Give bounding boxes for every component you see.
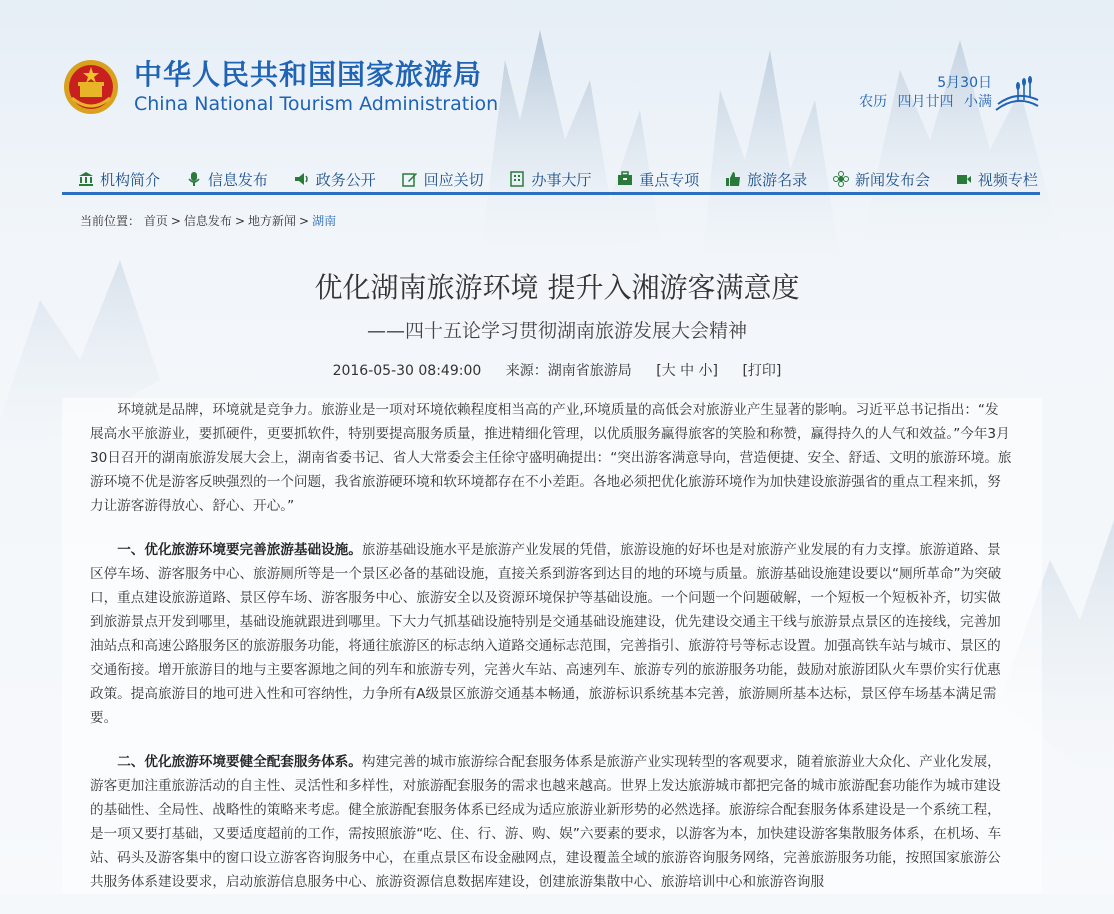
nav-item-response[interactable]	[402, 166, 484, 192]
thumbs-up-icon	[725, 171, 741, 187]
breadcrumb-info[interactable]: 信息发布	[183, 214, 232, 228]
nav-item-info[interactable]	[186, 166, 268, 192]
solar-term: 小满	[964, 94, 992, 110]
bank-icon	[78, 171, 94, 187]
edit-icon	[402, 171, 418, 187]
nav-label: 机构简介	[100, 170, 161, 189]
nav-label: 旅游名录	[747, 170, 808, 189]
lunar-date: 四月廿四	[897, 94, 954, 110]
article-subtitle: ——四十五论学习贯彻湖南旅游发展大会精神	[366, 320, 747, 342]
site-logo[interactable]	[62, 58, 498, 116]
article-datetime: 2016-05-30 08:49:00	[332, 363, 482, 379]
nav-label: 政务公开	[315, 170, 376, 189]
breadcrumb	[80, 212, 336, 229]
nav-label: 新闻发布会	[855, 170, 931, 189]
video-icon	[956, 171, 972, 187]
nav-item-press-conference[interactable]	[833, 166, 930, 192]
nav-item-directory[interactable]	[725, 166, 807, 192]
article-title: 优化湖南旅游环境 提升入湘游客满意度	[314, 271, 800, 304]
lunar-label: 农历	[859, 94, 888, 110]
nav-item-key-projects[interactable]	[617, 166, 699, 192]
paragraph: 环境就是品牌，环境就是竞争力。旅游业是一项对环境依赖程度相当高的产业,环境质量的高低会对旅游业产生显著的影响。习近平总书记指出：“发展高水平旅游业，要抓硬件，更要抓软件，特别要提高服务质量，推进精细化管理，以优质服务赢得旅客的笑脸和称赞，赢得持久的人气和效益。”今年3月30日召开的湖南旅游发展大会上，湖南省委书记、省人大常委会主任徐守盛明确提出：“突出游客满意导向，营造便捷、安全、舒适、文明的旅游环境。旅游环境不优是游客反映强烈的一个问题，我省旅游硬环境和软环境都存在不小差距。各地必须把优化旅游环境作为加快建设旅游强省的重点工程来抓，努力让游客游得放心、舒心、开心。”	[90, 402, 1012, 514]
print-button[interactable]: [打印]	[742, 363, 782, 379]
nav-divider	[62, 192, 1040, 195]
gregorian-date: 5月30日	[937, 75, 992, 91]
speaker-icon	[294, 171, 310, 187]
breadcrumb-separator: >	[234, 214, 245, 228]
paragraph-text: 旅游基础设施水平是旅游产业发展的凭借，旅游设施的好坏也是对旅游产业发展的有力支撑。旅游道路、景区停车场、游客服务中心、旅游厕所等是一个景区必备的基础设施，直接关系到游客到达目的地的环境与质量。旅游基础设施建设要以“厕所革命”为突破口，重点建设旅游道路、景区停车场、游客服务中心、旅游安全以及资源环境保护等基础设施。一个问题一个问题破解，一个短板一个短板补齐，切实做到旅游景点开发到哪里，基础设施就跟进到哪里。下大力气抓基础设施特别是交通基础设施建设，优先建设交通主干线与旅游景点景区的连接线，完善加油站点和高速公路服务区的旅游服务功能，将通往旅游区的标志纳入道路交通标志范围，完善指引、旅游符号等标志设置。加强高铁车站与城市、景区的交通衔接。增开旅游目的地与主要客源地之间的列车和旅游专列，完善火车站、高速列车、旅游专列的旅游服务功能，鼓励对旅游团队火车票价实行优惠政策。提高旅游目的地可进入性和可容纳性，力争所有A级景区旅游交通基本畅通，旅游标识系统基本完善，旅游厕所基本达标，景区停车场基本满足需要。	[90, 542, 1002, 726]
nav-label: 办事大厅	[531, 170, 592, 189]
article-meta	[0, 360, 1114, 380]
paragraph-text: 构建完善的城市旅游综合配套服务体系是旅游产业实现转型的客观要求，随着旅游业大众化、产业化发展，游客更加注重旅游活动的自主性、灵活性和多样性，对旅游配套服务的需求也越来越高。世界上发达旅游城市都把完备的城市旅游配套功能作为城市建设的基础性、全局性、战略性的策略来考虑。健全旅游配套服务体系已经成为适应旅游业新形势的必然选择。旅游综合配套服务体系建设是一个系统工程，是一项又要打基础，又要适度超前的工作，需按照旅游“吃、住、行、游、购、娱”六要素的要求，以游客为本，加快建设游客集散服务体系，在机场、车站、码头及游客集中的窗口设立游客咨询服务中心，在重点景区布设金融网点，建设覆盖全域的旅游咨询服务网络，完善旅游服务功能，按照国家旅游公共服务体系建设要求，启动旅游信息服务中心、旅游资源信息数据库建设，创建旅游集散中心、旅游培训中心和旅游咨询服	[90, 754, 1002, 890]
breadcrumb-home[interactable]: 首页	[143, 214, 168, 228]
breadcrumb-separator: >	[299, 214, 310, 228]
section-heading: 一、优化旅游环境要完善旅游基础设施。	[117, 542, 362, 558]
wheat-field-icon	[994, 76, 1040, 114]
section-heading: 二、优化旅游环境要健全配套服务体系。	[117, 754, 362, 770]
nav-label: 回应关切	[423, 170, 484, 189]
nav-label: 重点专项	[639, 170, 700, 189]
nav-label: 信息发布	[207, 170, 268, 189]
nav-item-service-hall[interactable]	[509, 166, 591, 192]
microphone-icon	[186, 171, 202, 187]
paragraph	[90, 538, 1012, 730]
flower-icon	[833, 171, 849, 187]
date-widget	[853, 74, 1040, 112]
briefcase-icon	[617, 171, 633, 187]
national-emblem-icon	[62, 58, 120, 116]
article-body	[90, 398, 1012, 914]
nav-item-about[interactable]	[78, 166, 160, 192]
font-size-control[interactable]: [大 中 小]	[656, 363, 719, 379]
nav-label: 视频专栏	[977, 170, 1038, 189]
site-title-cn: 中华人民共和国国家旅游局	[134, 58, 483, 91]
breadcrumb-separator: >	[170, 214, 181, 228]
nav-item-video[interactable]	[956, 166, 1038, 192]
article-source: 来源：湖南省旅游局	[505, 363, 632, 379]
main-nav	[78, 166, 1038, 192]
building-icon	[509, 171, 525, 187]
site-title-en: China National Tourism Administration	[134, 93, 499, 115]
breadcrumb-hunan[interactable]: 湖南	[312, 214, 337, 228]
breadcrumb-prefix: 当前位置：	[80, 214, 141, 228]
paragraph	[90, 750, 1012, 894]
nav-item-gov-affairs[interactable]	[294, 166, 376, 192]
breadcrumb-local-news[interactable]: 地方新闻	[248, 214, 297, 228]
